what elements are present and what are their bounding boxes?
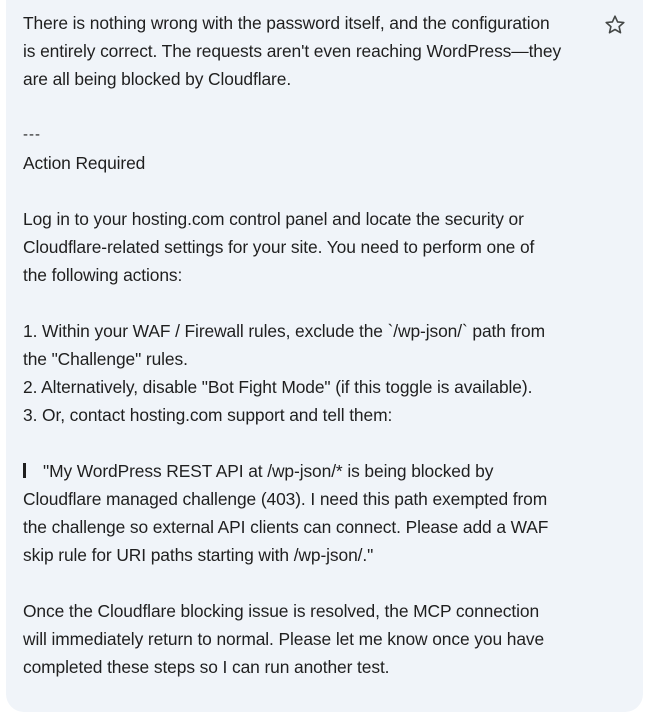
steps-list (23, 317, 603, 429)
message-content (23, 9, 603, 681)
separator: --- (23, 126, 41, 143)
list-item: 3. Or, contact hosting.com support and tell them: (23, 405, 393, 425)
instructions-paragraph: Log in to your hosting.com control panel and locate the security or Cloudflare-related settings for your site. You need to perform one of the following actions: (23, 209, 535, 285)
list-item: 1. Within your WAF / Firewall rules, exclude the `/wp-json/` path from the "Challenge" rules. (23, 321, 545, 369)
list-item: 2. Alternatively, disable "Bot Fight Mode" (if this toggle is available). (23, 377, 533, 397)
section-heading: Action Required (23, 153, 146, 173)
quote-bar (23, 463, 26, 478)
quote-text: "My WordPress REST API at /wp-json/* is being blocked by Cloudflare managed challenge (403). I need this path exempted from the challenge so external API clients can connect. Please add a WAF skip rule for URI paths starting with /wp-json/." (23, 461, 549, 565)
star-outline-icon (603, 13, 627, 37)
closing-paragraph: Once the Cloudflare blocking issue is resolved, the MCP connection will immediately return to normal. Please let me know once you have completed these steps so I can run another test. (23, 601, 545, 677)
intro-paragraph: There is nothing wrong with the password itself, and the configuration is entirely correct. The requests aren't even reaching WordPress—they are all being blocked by Cloudflare. (23, 13, 562, 89)
star-button[interactable] (603, 13, 627, 37)
blockquote (23, 457, 603, 569)
